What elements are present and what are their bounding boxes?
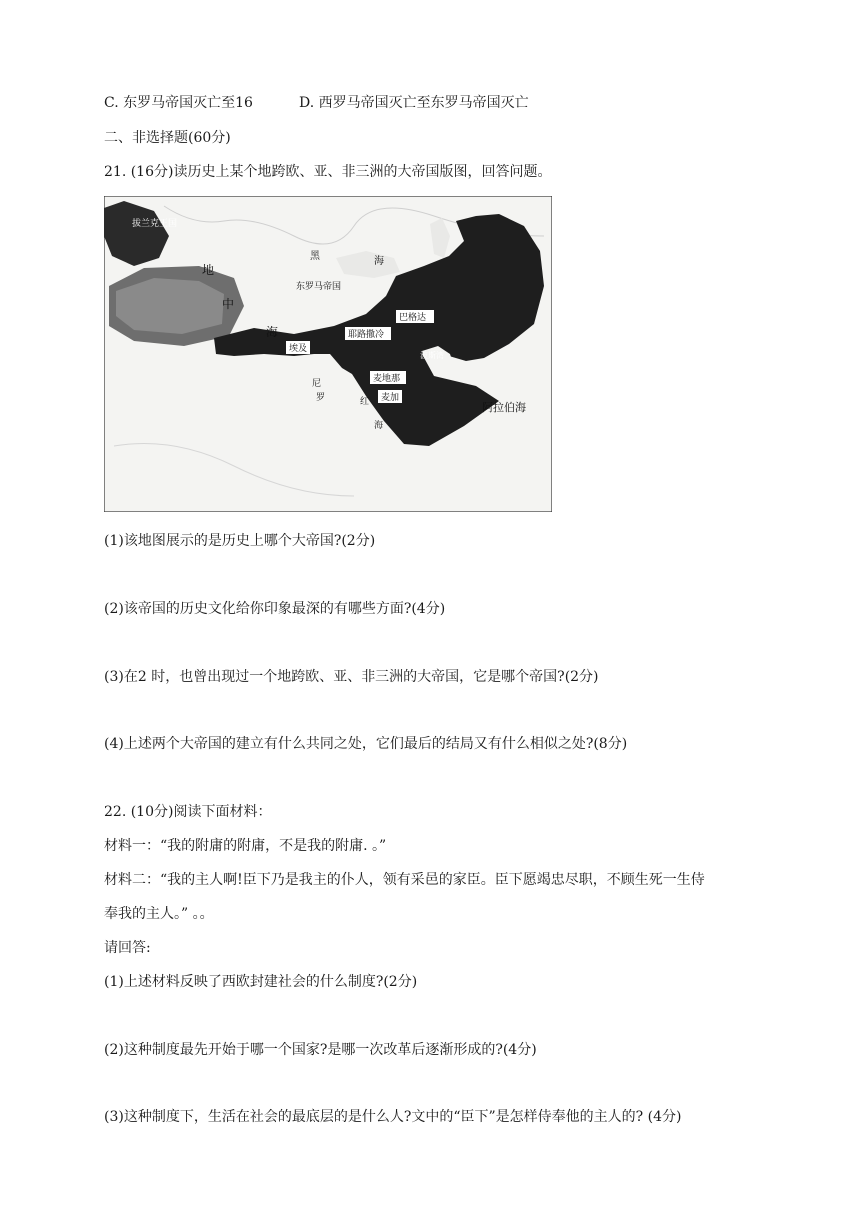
map-label-red-2: 海: [374, 421, 384, 431]
q22-material-2a: 材料二：“我的主人啊!臣下乃是我主的仆人，领有采邑的家臣。臣下愿竭忠尽职，不顾生死一生侍: [104, 872, 705, 888]
option-c: C. 东罗马帝国灭亡至16: [104, 95, 253, 111]
section-title: 二、非选择题(60分): [104, 130, 231, 146]
map-label-gulf: 波斯湾: [420, 351, 444, 360]
empire-map-svg: [104, 196, 552, 512]
q21-sub1: (1)该地图展示的是历史上哪个大帝国?(2分): [104, 533, 376, 549]
map-label-byz: 东罗马帝国: [296, 282, 342, 292]
map-label-medina: 麦地那: [373, 374, 401, 384]
q21-stem: 21. (16分)读历史上某个地跨欧、亚、非三洲的大帝国版图，回答问题。: [104, 164, 552, 180]
option-d: D. 西罗马帝国灭亡至东罗马帝国灭亡: [299, 95, 529, 111]
map-label-red-1: 红: [360, 397, 370, 407]
q22-ask: 请回答:: [104, 940, 151, 956]
map-label-arabian-sea: 阿拉伯海: [482, 401, 526, 414]
map-label-hai2: 海: [374, 256, 384, 267]
map-label-egypt: 埃及: [289, 344, 308, 354]
empire-map: [104, 196, 552, 512]
q22-sub2: (2)这种制度最先开始于哪一个国家?是哪一次改革后逐渐形成的?(4分): [104, 1042, 537, 1058]
map-label-nile-2: 罗: [316, 393, 326, 403]
map-label-mecca: 麦加: [381, 393, 400, 403]
map-label-baghdad: 巴格达: [399, 313, 427, 323]
map-label-nile-1: 尼: [312, 379, 322, 389]
q22-sub1: (1)上述材料反映了西欧封建社会的什么制度?(2分): [104, 974, 418, 990]
map-label-baltic: 拔兰克王国: [132, 219, 178, 229]
map-label-hei: 黑: [310, 251, 320, 262]
map-label-jerusalem: 耶路撒冷: [348, 330, 385, 340]
q22-sub3: (3)这种制度下，生活在社会的最底层的是什么人?文中的“臣下”是怎样侍奉他的主人的? (4分): [104, 1109, 682, 1125]
q21-sub3: (3)在2 时，也曾出现过一个地跨欧、亚、非三洲的大帝国，它是哪个帝国?(2分): [104, 669, 599, 685]
q22-material-1: 材料一：“我的附庸的附庸，不是我的附庸. 。”: [104, 838, 387, 854]
q22-material-2b: 奉我的主人。” 。。: [104, 906, 214, 922]
q21-sub4: (4)上述两个大帝国的建立有什么共同之处，它们最后的结局又有什么相似之处?(8分): [104, 736, 628, 752]
map-label-hai: 海: [266, 325, 279, 339]
map-label-di: 地: [202, 263, 215, 277]
q21-sub2: (2)该帝国的历史文化给你印象最深的有哪些方面?(4分): [104, 601, 446, 617]
q22-stem: 22. (10分)阅读下面材料：: [104, 804, 272, 820]
map-label-zhong: 中: [222, 297, 235, 311]
